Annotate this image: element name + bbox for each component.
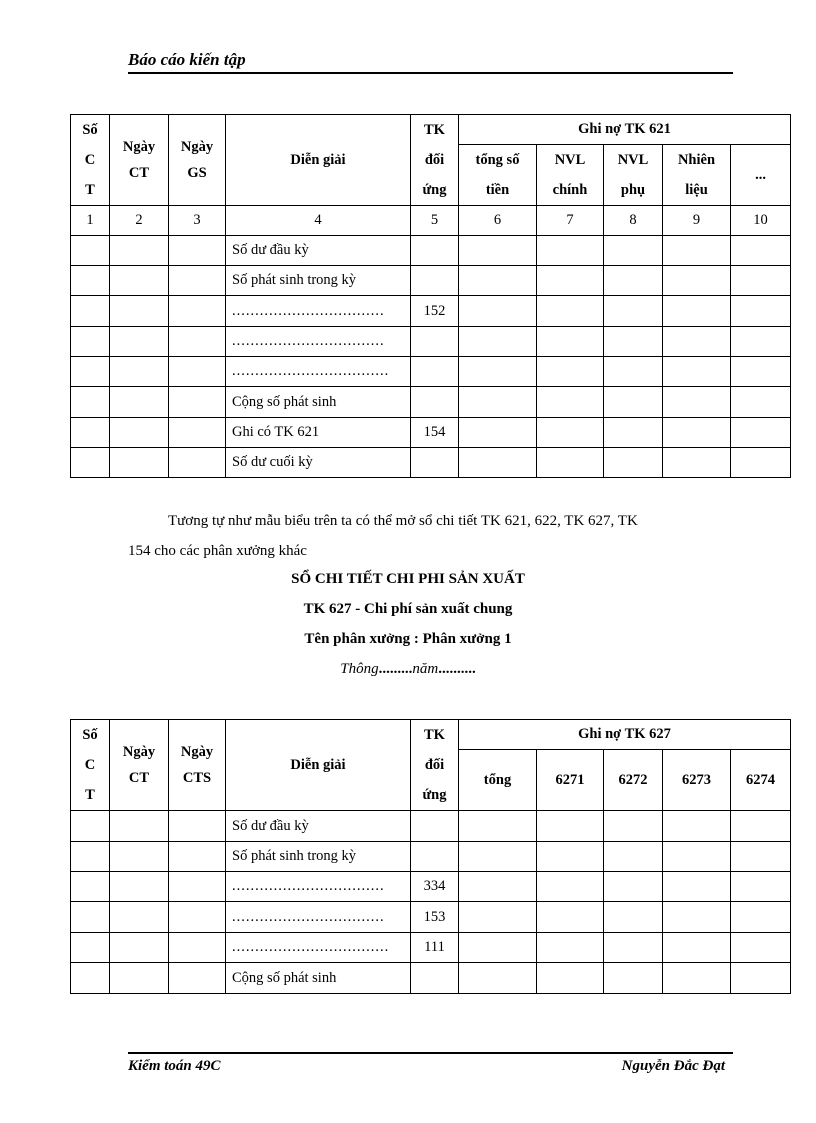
row-description: .................................	[226, 296, 411, 327]
col-number: 10	[731, 206, 791, 236]
col-header-nhienlieu: Nhiên liệu	[663, 145, 731, 206]
col-number: 5	[411, 206, 459, 236]
col-header-more: ...	[731, 145, 791, 206]
ledger-table-627	[70, 719, 791, 994]
table-row	[71, 811, 791, 842]
ledger-table-621	[70, 114, 791, 478]
col-header-tongso: tổng số tiền	[459, 145, 537, 206]
col-number: 7	[537, 206, 604, 236]
col-header-ngayct: Ngày CT	[110, 115, 169, 206]
row-description: Cộng số phát sinh	[226, 387, 411, 418]
paragraph-line-2: 154 cho các phân xưởng khác	[128, 543, 307, 559]
row-description: .................................	[226, 327, 411, 357]
row-account	[411, 357, 459, 387]
col-header-6272: 6272	[604, 750, 663, 811]
col-header-tong: tổng	[459, 750, 537, 811]
row-account: 111	[411, 933, 459, 963]
col-header-soct: Số C T	[71, 115, 110, 206]
table-row	[71, 387, 791, 418]
col-number: 3	[169, 206, 226, 236]
col-header-6273: 6273	[663, 750, 731, 811]
col-header-6271: 6271	[537, 750, 604, 811]
row-account: 153	[411, 902, 459, 933]
col-header-tk: TK đối ứng	[411, 115, 459, 206]
section-title: SỔ CHI TIẾT CHI PHI SẢN XUẤT	[291, 571, 525, 587]
col-header-6274: 6274	[731, 750, 791, 811]
row-account	[411, 811, 459, 842]
footer-right: Nguyễn Đắc Đạt	[621, 1058, 725, 1074]
col-header-ngayct: Ngày CT	[110, 720, 169, 811]
col-header-diengiai: Diễn giải	[226, 115, 411, 206]
col-header-diengiai: Diễn giải	[226, 720, 411, 811]
section-workshop: Tên phân xưởng : Phân xưởng 1	[304, 631, 512, 647]
row-account: 334	[411, 872, 459, 902]
table-row	[71, 448, 791, 478]
col-number: 6	[459, 206, 537, 236]
row-description: Cộng số phát sinh	[226, 963, 411, 994]
row-description: Số phát sinh trong kỳ	[226, 842, 411, 872]
col-group-ghino: Ghi nợ TK 621	[459, 115, 791, 145]
row-description: ..................................	[226, 933, 411, 963]
table-row	[71, 933, 791, 963]
footer-left: Kiểm toán 49C	[128, 1058, 221, 1074]
row-account: 152	[411, 296, 459, 327]
section-period: Thông.........năm..........	[340, 661, 476, 677]
col-header-nvlphu: NVL phụ	[604, 145, 663, 206]
col-header-nvlchinh: NVL chính	[537, 145, 604, 206]
col-number: 1	[71, 206, 110, 236]
page-header	[128, 50, 733, 74]
table-row	[71, 327, 791, 357]
row-description: Số dư cuối kỳ	[226, 448, 411, 478]
page-footer	[128, 1052, 733, 1074]
row-description: .................................	[226, 872, 411, 902]
table-row	[71, 418, 791, 448]
row-description: ..................................	[226, 357, 411, 387]
header-title: Báo cáo kiến tập	[128, 50, 246, 69]
col-number: 9	[663, 206, 731, 236]
col-number: 4	[226, 206, 411, 236]
table-row	[71, 266, 791, 296]
row-account: 154	[411, 418, 459, 448]
col-header-ngaygs: Ngày GS	[169, 115, 226, 206]
row-account	[411, 266, 459, 296]
col-group-ghino: Ghi nợ TK 627	[459, 720, 791, 750]
col-header-ngaycts: Ngày CTS	[169, 720, 226, 811]
col-number: 8	[604, 206, 663, 236]
table-row	[71, 963, 791, 994]
row-account	[411, 236, 459, 266]
row-description: Ghi có TK 621	[226, 418, 411, 448]
table-row	[71, 357, 791, 387]
col-header-tk: TK đối ứng	[411, 720, 459, 811]
row-account	[411, 327, 459, 357]
row-description: Số phát sinh trong kỳ	[226, 266, 411, 296]
col-header-soct: Số C T	[71, 720, 110, 811]
row-description: .................................	[226, 902, 411, 933]
paragraph-line-1: Tương tự như mẫu biểu trên ta có thể mở sổ chi tiết TK 621, 622, TK 627, TK	[168, 513, 638, 529]
row-account	[411, 448, 459, 478]
row-description: Số dư đầu kỳ	[226, 811, 411, 842]
row-account	[411, 963, 459, 994]
table-row	[71, 296, 791, 327]
table-row	[71, 902, 791, 933]
row-account	[411, 842, 459, 872]
table-row	[71, 872, 791, 902]
table-row	[71, 236, 791, 266]
row-description: Số dư đầu kỳ	[226, 236, 411, 266]
section-subtitle: TK 627 - Chi phí sản xuất chung	[303, 601, 513, 617]
row-account	[411, 387, 459, 418]
table-row	[71, 842, 791, 872]
col-number: 2	[110, 206, 169, 236]
